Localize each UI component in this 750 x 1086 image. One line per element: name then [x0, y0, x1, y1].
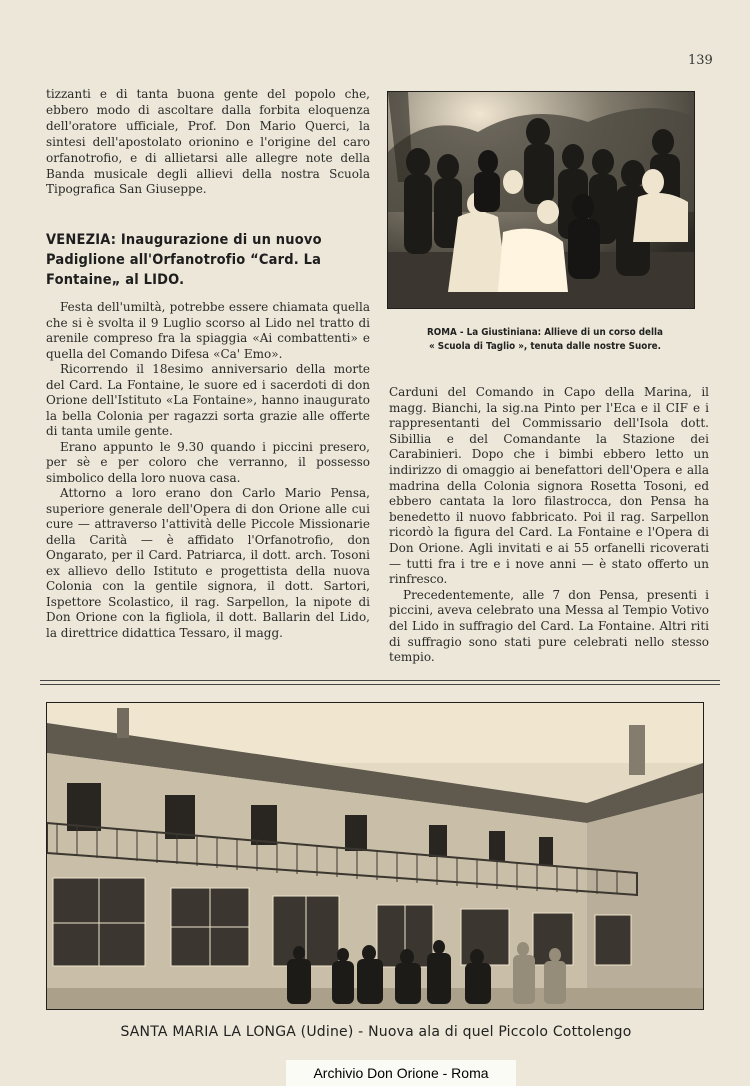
article-body-left — [46, 300, 370, 641]
paragraph: Ricorrendo il 18esimo anniversario della morte del Card. La Fontaine, le suore ed i sacerdoti di don Orione dell'Istituto «La Fontaine», hanno inaugurato la bella Colonia per ragazzi sorta grazie alle offerte di tanta umile gente. — [46, 362, 370, 438]
building-illustration — [47, 703, 703, 1009]
rome-photo-caption — [410, 326, 679, 354]
caption-line: ROMA - La Giustiniana: Allieve di un corso della — [427, 327, 663, 338]
intro-text: tizzanti e di tanta buona gente del popolo che, ebbero modo di ascoltare dalla forbita eloquenza dell'oratore ufficiale, Prof. Don Mario Querci, la sintesi dell'apostolato orionino e l'origine del caro orfanotrofio, e di allietarsi alle allegre note della Banda musicale degli allievi della nostra Scuola Tipografica San Giuseppe. — [46, 87, 370, 197]
paragraph: Carduni del Comando in Capo della Marina, il magg. Bianchi, la sig.na Pinto per l'Eca e il CIF e i rappresentanti del Commissario dell'Isola dott. Sibillia e del Comandante la Stazione dei Carabinieri. Dopo che i bimbi ebbero letto un indirizzo di omaggio ai benefattori dell'Opera e alla madrina della Colonia signora Rosetta Tosoni, ed ebbero cantata la loro filastrocca, don Pensa ha benedetto il nuovo fabbricato. Poi il rag. Sarpellon ricordò la figura del Card. La Fontaine e l'Opera di Don Orione. Agli invitati e ai 55 orfanelli ricoverati — tutti fra i tre e i nove anni — è stato offerto un rinfresco. — [389, 385, 709, 587]
divider-rule — [40, 680, 720, 681]
page-number: 139 — [688, 53, 713, 68]
article-body-right — [389, 385, 709, 666]
paragraph: Erano appunto le 9.30 quando i piccini presero, per sè e per coloro che verranno, il possesso simbolico della loro nuova casa. — [46, 439, 370, 485]
building-photo-caption: SANTA MARIA LA LONGA (Udine) - Nuova ala di quel Piccolo Cottolengo — [120, 1024, 632, 1040]
rome-group-photo — [387, 91, 695, 309]
paragraph: Precedentemente, alle 7 don Pensa, presenti i piccini, aveva celebrato una Messa al Tempio Votivo del Lido in suffragio del Card. La Fontaine. Altri riti di suffragio sono stati pure celebrati nello stesso tempio. — [389, 587, 709, 665]
intro-paragraph — [46, 87, 370, 198]
paragraph: Festa dell'umiltà, potrebbe essere chiamata quella che si è svolta il 9 Luglio scorso al Lido nel tratto di arenile compreso fra la spiaggia «Ai combattenti» e quella del Comando Difesa «Ca' Emo». — [46, 300, 370, 361]
building-photo — [46, 702, 704, 1010]
paragraph: Attorno a loro erano don Carlo Mario Pensa, superiore generale dell'Opera di don Orione alle cui cure — attraverso l'attività delle Piccole Missionarie della Carità — è affidato l'Orfanotrofio, don Ongarato, per il Card. Patriarca, il dott. arch. Tosoni ex allievo dello Istituto e progettista della nuova Colonia con la gentile signora, il dott. Sartori, Ispettore Scolastico, il rag. Sarpellon, la nipote di Don Orione con la figliola, il dott. Ballarin del Lido, la direttrice didattica Tessaro, il magg. — [46, 486, 370, 640]
article-heading: VENEZIA: Inaugurazione di un nuovo Padiglione all'Orfanotrofio “Card. La Fontaine„ al LIDO. — [46, 232, 322, 288]
caption-line: « Scuola di Taglio », tenuta dalle nostre Suore. — [428, 341, 661, 352]
divider-rule — [40, 684, 720, 685]
group-photo-illustration — [388, 92, 694, 308]
archive-watermark-label: Archivio Don Orione - Roma — [286, 1060, 516, 1086]
